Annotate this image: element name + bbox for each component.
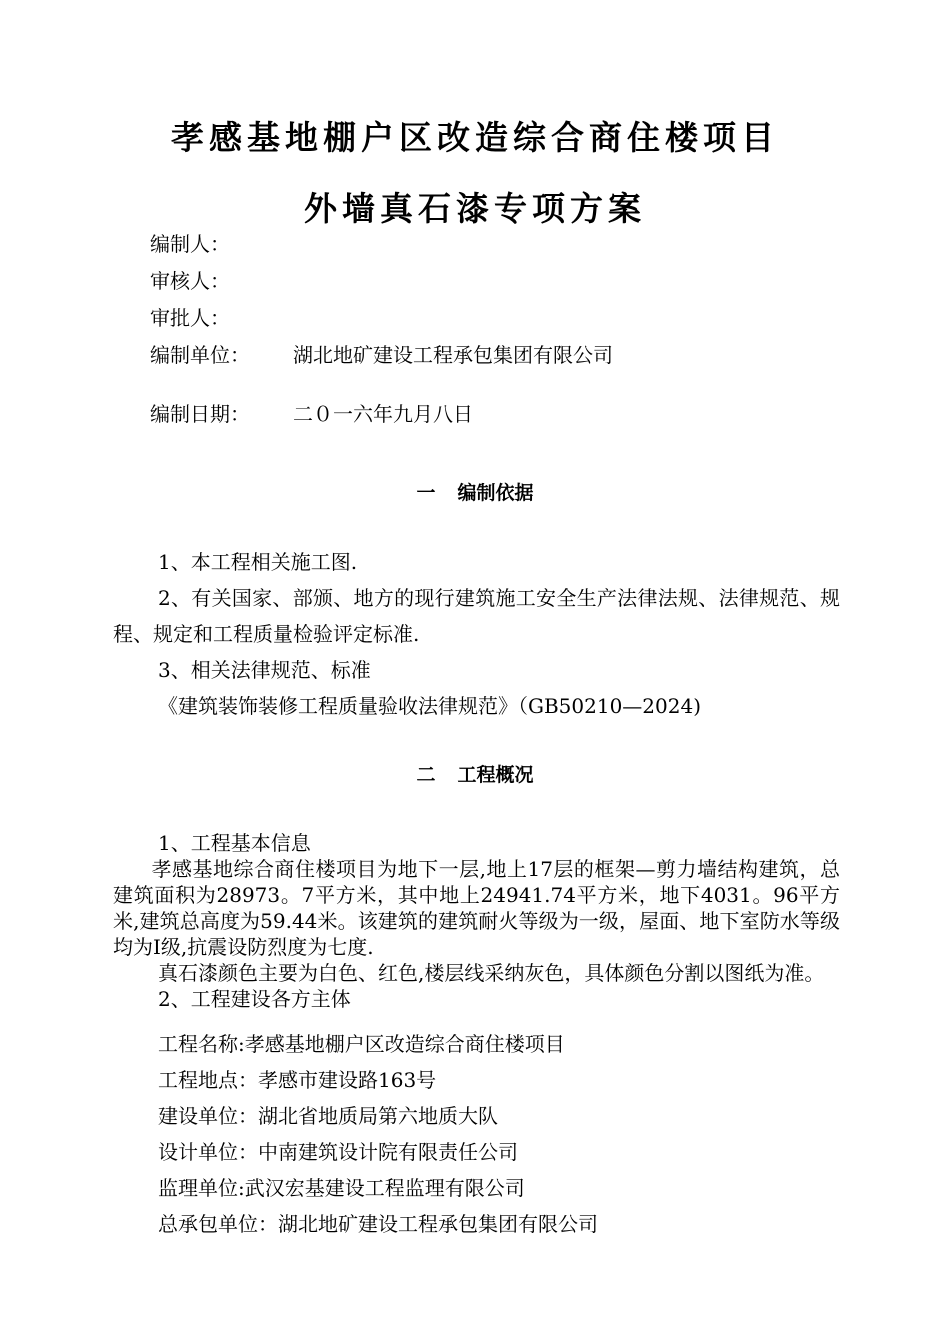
list-item: 3、相关法律规范、标准 — [158, 658, 371, 682]
document-title-line-1: 孝感基地棚户区改造综合商住楼项目 — [171, 118, 779, 157]
reviewer-label: 审核人： — [150, 269, 230, 293]
subsection-title: 2、工程建设各方主体 — [158, 987, 351, 1011]
unit-label: 编制单位： — [150, 343, 250, 367]
list-item: 1、本工程相关施工图. — [158, 550, 358, 574]
section-2-overview — [113, 830, 840, 1012]
date-label: 编制日期： — [150, 402, 250, 426]
section-1-number: 一 — [416, 482, 436, 504]
subsection-title: 1、工程基本信息 — [158, 831, 311, 855]
approver-label: 审批人： — [150, 306, 230, 330]
list-item: 工程名称:孝感基地棚户区改造综合商住楼项目 — [158, 1032, 565, 1056]
section-2-number: 二 — [416, 764, 436, 786]
section-2-heading — [0, 760, 950, 787]
section-1-title: 编制依据 — [457, 482, 534, 504]
standard-reference: 《建筑装饰装修工程质量验收法律规范》（GB50210—2024) — [158, 694, 701, 718]
parties-list — [113, 1026, 840, 1242]
section-1-heading — [0, 478, 950, 505]
list-item: 设计单位：中南建筑设计院有限责任公司 — [158, 1140, 518, 1164]
list-item: 2、有关国家、部颁、地方的现行建筑施工安全生产法律法规、法律规范、规程、规定和工程质量检验评定标准. — [113, 586, 840, 646]
list-item: 建设单位：湖北省地质局第六地质大队 — [158, 1104, 498, 1128]
paragraph: 孝感基地综合商住楼项目为地下一层,地上17层的框架—剪力墙结构建筑，总建筑面积为28973。7平方米，其中地上24941.74平方米，地下4031。96平方米,建筑总高度为59.44米。该建筑的建筑耐火等级为一级，屋面、地下室防水等级均为Ⅰ级,抗震设防烈度为七度. — [113, 857, 840, 959]
unit-value: 湖北地矿建设工程承包集团有限公司 — [293, 343, 613, 367]
section-1-body — [113, 544, 840, 724]
list-item: 总承包单位：湖北地矿建设工程承包集团有限公司 — [158, 1212, 598, 1236]
document-title-line-2: 外墙真石漆专项方案 — [304, 189, 646, 228]
list-item: 工程地点：孝感市建设路163号 — [158, 1068, 437, 1092]
list-item: 监理单位:武汉宏基建设工程监理有限公司 — [158, 1176, 525, 1200]
section-2-title: 工程概况 — [457, 764, 534, 786]
compiler-label: 编制人： — [150, 232, 230, 256]
date-value: 二０一六年九月八日 — [293, 402, 473, 426]
paragraph: 真石漆颜色主要为白色、红色,楼层线采纳灰色，具体颜色分割以图纸为准。 — [158, 961, 825, 985]
